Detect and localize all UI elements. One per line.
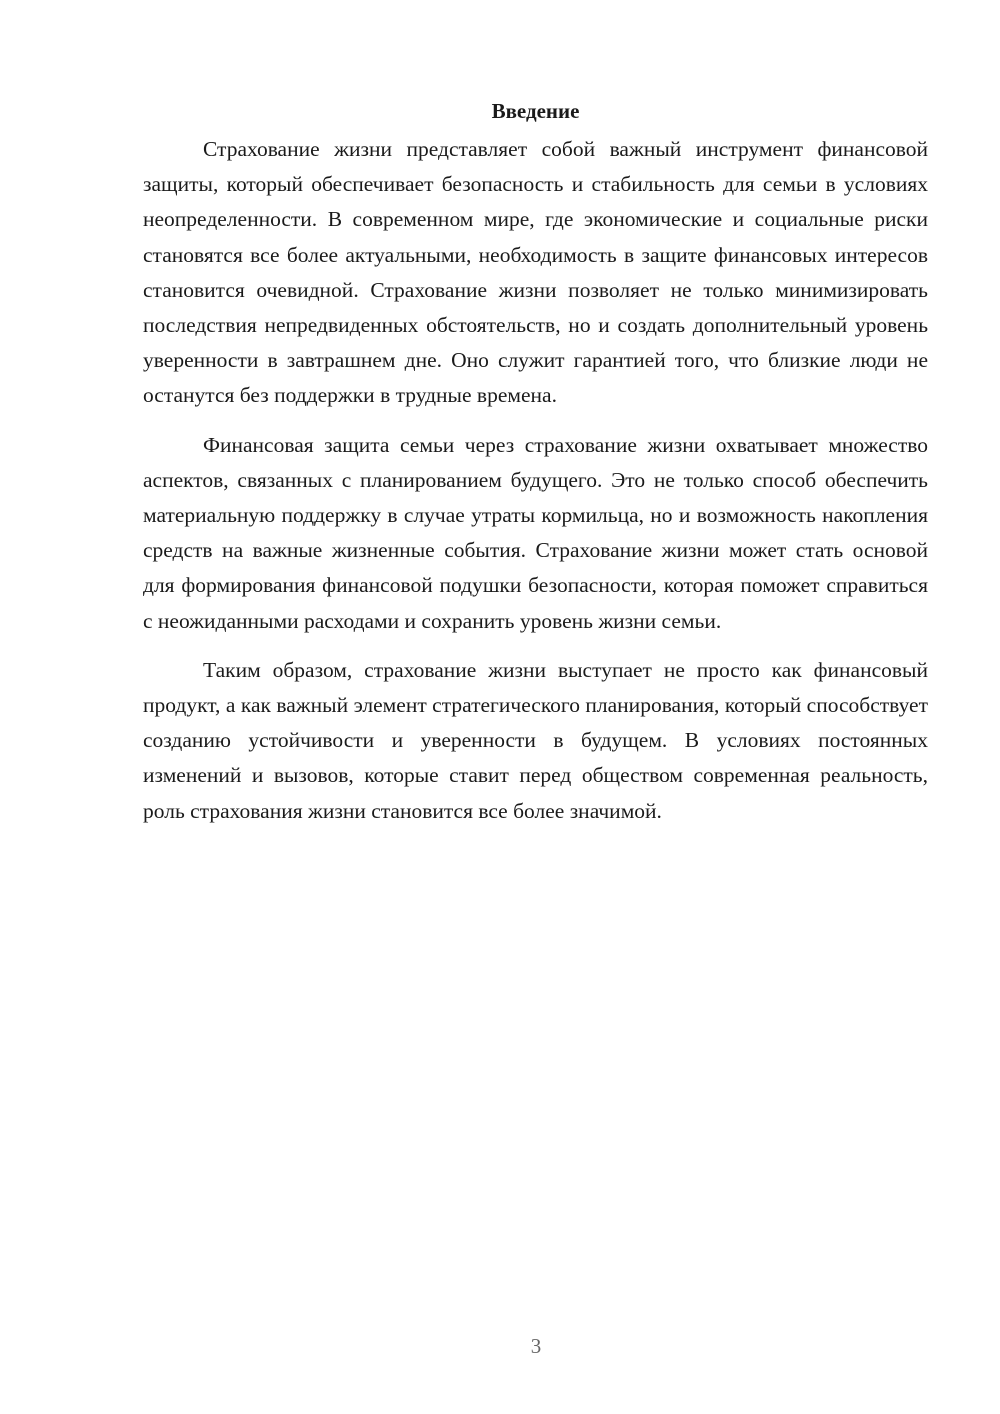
paragraph-1: Страхование жизни представляет собой важный инструмент финансовой защиты, который обеспечивает безопасность и стабильность для семьи в условиях неопределенности. В современном мире, где экономические и социальные риски становятся все более актуальными, необходимость в защите финансовых интересов становится очевидной. Страхование жизни позволяет не только минимизировать последствия непредвиденных обстоятельств, но и создать дополнительный уровень уверенности в завтрашнем дне. Оно служит гарантией того, что близкие люди не останутся без поддержки в трудные времена. <box>143 137 928 408</box>
section-heading: Введение <box>491 99 580 123</box>
page-number: 3 <box>530 1334 542 1358</box>
paragraph-3: Таким образом, страхование жизни выступает не просто как финансовый продукт, а как важный элемент стратегического планирования, который способствует созданию устойчивости и уверенности в будущем. В условиях постоянных изменений и вызовов, которые ставит перед обществом современная реальность, роль страхования жизни становится все более значимой. <box>143 657 928 823</box>
paragraph-2: Финансовая защита семьи через страхование жизни охватывает множество аспектов, связанных с планированием будущего. Это не только способ обеспечить материальную поддержку в случае утраты кормильца, но и возможность накопления средств на важные жизненные события. Страхование жизни может стать основой для формирования финансовой подушки безопасности, которая поможет справиться с неожиданными расходами и сохранить уровень жизни семьи. <box>143 432 928 633</box>
page-content <box>143 96 928 843</box>
